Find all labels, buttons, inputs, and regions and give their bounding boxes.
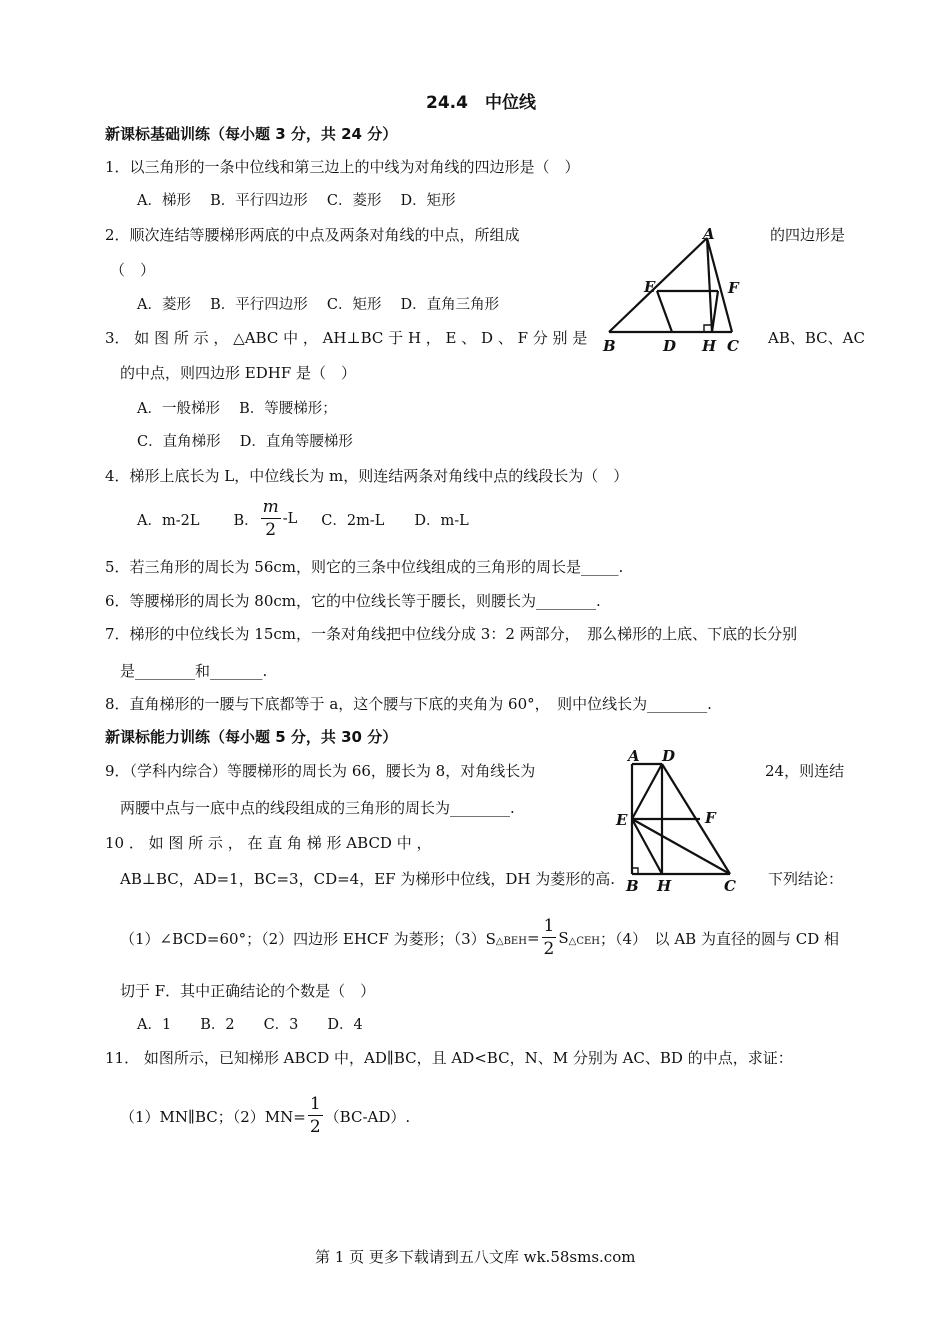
question-9-continued: 24，则连结 <box>765 762 845 780</box>
question-4: 4．梯形上底长为 L，中位线长为 m，则连结两条对角线中点的线段长为（ ） <box>105 467 629 485</box>
question-1: 1．以三角形的一条中位线和第三边上的中线为对角线的四边形是（ ） <box>105 158 580 176</box>
condition-1-3: （1）∠BCD=60°；（2）四边形 EHCF 为菱形；（3）S <box>120 929 496 948</box>
figure1-label-E: E <box>644 278 656 296</box>
condition-fraction <box>542 918 557 958</box>
fraction-numerator: m <box>262 497 279 517</box>
condition-4: ；（4） 以 AB 为直径的圆与 CD 相 <box>600 929 839 948</box>
question-7: 7．梯形的中位线长为 15cm，一条对角线把中位线分成 3：2 两部分， 那么梯形的上底、下底的长分别 <box>105 625 798 643</box>
condition-equals: = <box>526 929 540 947</box>
question-3-options-1: A．一般梯形 B．等腰梯形； <box>137 401 337 417</box>
condition-s: S <box>558 929 569 947</box>
question-10-options: A．1 B．2 C．3 D．4 <box>137 1017 363 1033</box>
figure2-label-F: F <box>705 809 716 827</box>
figure1-label-F: F <box>728 279 739 297</box>
figure1-label-A: A <box>703 225 715 243</box>
question-4-option-b-label: B． <box>233 512 259 529</box>
question-7-line2: 是________和_______. <box>120 662 268 680</box>
page-footer: 第 1 页 更多下载请到五八文库 wk.58sms.com <box>315 1248 636 1266</box>
figure2-label-C: C <box>724 877 736 894</box>
fraction-numerator: 1 <box>543 916 555 936</box>
figure1-label-C: C <box>727 337 739 355</box>
question-9-line2: 两腰中点与一底中点的线段组成的三角形的周长为________. <box>120 799 515 817</box>
question-11-part-1: （1）MN∥BC；（2）MN= <box>120 1107 306 1126</box>
question-3: 3． 如 图 所 示 ， △ABC 中 ， AH⊥BC 于 H ， E 、 D 、 F 分 别 是 <box>105 329 588 347</box>
page-title: 24.4 中位线 <box>426 93 536 113</box>
triangle-figure <box>595 222 755 357</box>
question-3-options-2: C．直角梯形 D．直角等腰梯形 <box>137 434 353 450</box>
question-4-fraction <box>261 499 281 539</box>
question-5: 5．若三角形的周长为 56cm，则它的三条中位线组成的三角形的周长是_____. <box>105 558 624 576</box>
figure1-label-B: B <box>603 337 616 355</box>
figure1-label-D: D <box>663 337 677 355</box>
question-10-line4: 切于 F．其中正确结论的个数是（ ） <box>120 982 376 1000</box>
question-3-line2: 的中点，则四边形 EDHF 是（ ） <box>120 364 357 382</box>
question-11-parts <box>120 1096 410 1136</box>
question-10-line2: AB⊥BC，AD=1，BC=3，CD=4，EF 为梯形中位线，DH 为菱形的高. <box>120 870 615 888</box>
figure2-label-H: H <box>657 877 672 894</box>
question-6: 6．等腰梯形的周长为 80cm，它的中位线长等于腰长，则腰长为________. <box>105 592 601 610</box>
question-10-continued: 下列结论： <box>768 870 844 888</box>
question-4-option-c: C．2m-L <box>321 512 385 529</box>
figure2-label-A: A <box>628 747 640 765</box>
fraction-denominator: 2 <box>265 520 277 540</box>
trapezoid-figure <box>612 744 747 894</box>
question-8: 8．直角梯形的一腰与下底都等于 a，这个腰与下底的夹角为 60°， 则中位线长为________. <box>105 695 712 713</box>
question-11: 11． 如图所示，已知梯形 ABCD 中，AD∥BC，且 AD<BC，N、M 分别为 AC、BD 的中点，求证： <box>105 1049 793 1067</box>
question-2-blank: （ ） <box>110 261 156 279</box>
question-4-options <box>137 499 469 539</box>
question-4-option-a: A．m-2L <box>137 512 200 529</box>
condition-sub-ceh: △CEH <box>568 935 601 947</box>
question-3-continued: AB、BC、AC <box>768 329 865 347</box>
question-10-conditions <box>120 918 839 958</box>
figure2-label-B: B <box>626 877 639 894</box>
question-2: 2．顺次连结等腰梯形两底的中点及两条对角线的中点，所组成 <box>105 226 520 244</box>
section-heading-ability: 新课标能力训练（每小题 5 分，共 30 分） <box>105 728 398 746</box>
question-11-part-2: （BC-AD）. <box>324 1107 411 1126</box>
fraction-numerator: 1 <box>309 1094 321 1114</box>
question-4-option-d: D．m-L <box>414 512 469 529</box>
condition-sub-beh: △BEH <box>495 935 527 947</box>
question-1-options: A．梯形 B．平行四边形 C．菱形 D．矩形 <box>137 193 456 209</box>
figure1-label-H: H <box>702 337 717 355</box>
question-2-continued: 的四边形是 <box>770 226 846 244</box>
question-9: 9．（学科内综合）等腰梯形的周长为 66，腰长为 8，对角线长为 <box>105 762 536 780</box>
figure2-label-E: E <box>616 811 628 829</box>
question-4-option-b-suffix: -L <box>282 511 298 527</box>
figure2-label-D: D <box>662 747 676 765</box>
section-heading-basic: 新课标基础训练（每小题 3 分，共 24 分） <box>105 125 398 143</box>
question-11-fraction <box>308 1096 323 1136</box>
fraction-denominator: 2 <box>543 939 555 959</box>
question-10: 10 ． 如 图 所 示 ， 在 直 角 梯 形 ABCD 中 ， <box>105 834 432 852</box>
question-2-options: A．菱形 B．平行四边形 C．矩形 D．直角三角形 <box>137 297 500 313</box>
fraction-denominator: 2 <box>309 1117 321 1137</box>
